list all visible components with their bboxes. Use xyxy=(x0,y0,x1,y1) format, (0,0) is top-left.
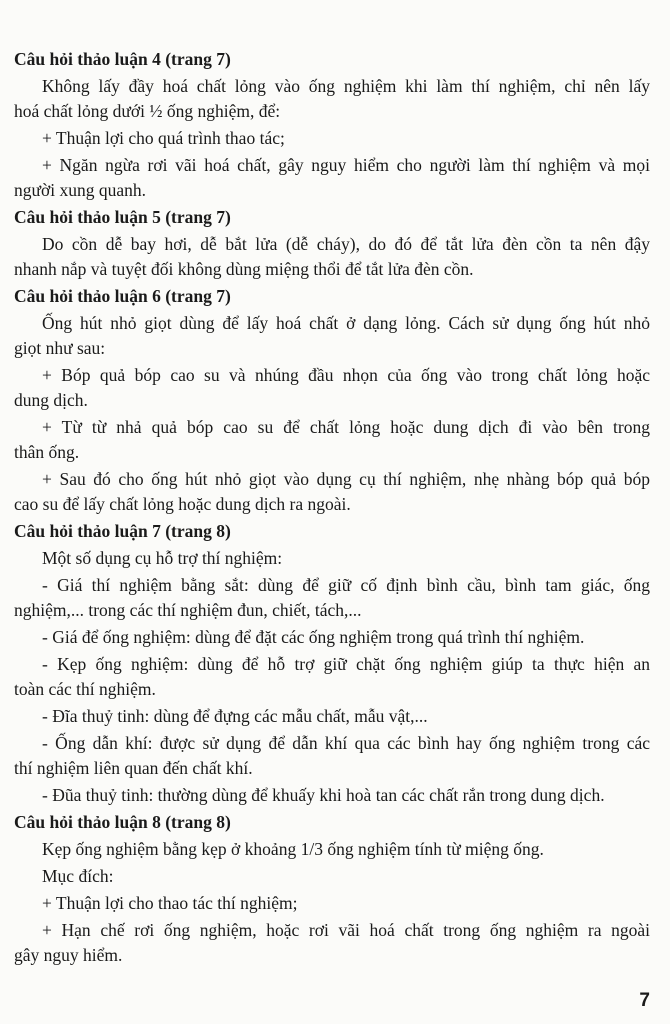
paragraph xyxy=(14,731,650,781)
section-heading: Câu hỏi thảo luận 4 (trang 7) xyxy=(14,49,231,69)
text-line: Mục đích: xyxy=(42,866,114,886)
text-line: Ống hút nhỏ giọt dùng để lấy hoá chất ở dạng lỏng. Cách sử dụng ống hút nhỏ xyxy=(42,313,650,333)
text-line: + Ngăn ngừa rơi vãi hoá chất, gây nguy hiểm cho người làm thí nghiệm và mọi xyxy=(42,155,650,175)
section-heading: Câu hỏi thảo luận 7 (trang 8) xyxy=(14,521,231,541)
text-line: nghiệm,... trong các thí nghiệm đun, chiết, tách,... xyxy=(14,600,362,620)
paragraph xyxy=(14,918,650,968)
page-number: 7 xyxy=(639,990,650,1011)
paragraph xyxy=(14,153,650,203)
text-line: Không lấy đầy hoá chất lỏng vào ống nghiệm khi làm thí nghiệm, chỉ nên lấy xyxy=(42,76,650,96)
paragraph xyxy=(14,546,650,571)
document-page xyxy=(14,47,650,968)
paragraph xyxy=(14,783,650,808)
text-line: + Bóp quả bóp cao su và nhúng đầu nhọn của ống vào trong chất lỏng hoặc xyxy=(42,365,650,385)
text-line: nhanh nắp và tuyệt đối không dùng miệng thổi để tắt lửa đèn cồn. xyxy=(14,259,474,279)
text-line: giọt như sau: xyxy=(14,338,106,358)
text-line: gây nguy hiểm. xyxy=(14,945,123,965)
paragraph xyxy=(14,837,650,862)
text-line: Do cồn dễ bay hơi, dễ bắt lửa (dễ cháy), do đó để tắt lửa đèn cồn ta nên đậy xyxy=(42,234,650,254)
text-line: - Giá để ống nghiệm: dùng để đặt các ống nghiệm trong quá trình thí nghiệm. xyxy=(42,627,585,647)
paragraph xyxy=(14,625,650,650)
paragraph xyxy=(14,864,650,889)
text-line: dung dịch. xyxy=(14,390,88,410)
text-line: cao su để lấy chất lỏng hoặc dung dịch ra ngoài. xyxy=(14,494,351,514)
text-line: + Từ từ nhả quả bóp cao su để chất lỏng hoặc dung dịch đi vào bên trong xyxy=(42,417,650,437)
text-line: Một số dụng cụ hỗ trợ thí nghiệm: xyxy=(42,548,283,568)
paragraph xyxy=(14,415,650,465)
paragraph xyxy=(14,704,650,729)
paragraph xyxy=(14,891,650,916)
text-line: + Thuận lợi cho thao tác thí nghiệm; xyxy=(42,893,298,913)
text-line: - Kẹp ống nghiệm: dùng để hỗ trợ giữ chặt ống nghiệm giúp ta thực hiện an xyxy=(42,654,650,674)
paragraph xyxy=(14,232,650,282)
section-heading: Câu hỏi thảo luận 8 (trang 8) xyxy=(14,812,231,832)
text-line: - Giá thí nghiệm bằng sắt: dùng để giữ cố định bình cầu, bình tam giác, ống xyxy=(42,575,650,595)
text-line: - Ống dẫn khí: được sử dụng để dẫn khí qua các bình hay ống nghiệm trong các xyxy=(42,733,650,753)
text-line: thân ống. xyxy=(14,442,80,462)
text-line: hoá chất lỏng dưới ½ ống nghiệm, để: xyxy=(14,101,281,121)
text-line: người xung quanh. xyxy=(14,180,146,200)
paragraph xyxy=(14,363,650,413)
paragraph xyxy=(14,126,650,151)
paragraph xyxy=(14,573,650,623)
text-line: thí nghiệm liên quan đến chất khí. xyxy=(14,758,253,778)
text-line: + Sau đó cho ống hút nhỏ giọt vào dụng cụ thí nghiệm, nhẹ nhàng bóp quả bóp xyxy=(42,469,650,489)
paragraph xyxy=(14,652,650,702)
text-line: - Đĩa thuỷ tinh: dùng để đựng các mẫu chất, mẫu vật,... xyxy=(42,706,428,726)
paragraph xyxy=(14,311,650,361)
paragraph xyxy=(14,74,650,124)
text-line: + Hạn chế rơi ống nghiệm, hoặc rơi vãi hoá chất trong ống nghiệm ra ngoài xyxy=(42,920,650,940)
text-line: toàn các thí nghiệm. xyxy=(14,679,156,699)
section-heading: Câu hỏi thảo luận 6 (trang 7) xyxy=(14,286,231,306)
paragraph xyxy=(14,467,650,517)
section-heading: Câu hỏi thảo luận 5 (trang 7) xyxy=(14,207,231,227)
text-line: Kẹp ống nghiệm bằng kẹp ở khoảng 1/3 ống nghiệm tính từ miệng ống. xyxy=(42,839,544,859)
text-line: + Thuận lợi cho quá trình thao tác; xyxy=(42,128,285,148)
text-line: - Đũa thuỷ tinh: thường dùng để khuấy khi hoà tan các chất rắn trong dung dịch. xyxy=(42,785,605,805)
